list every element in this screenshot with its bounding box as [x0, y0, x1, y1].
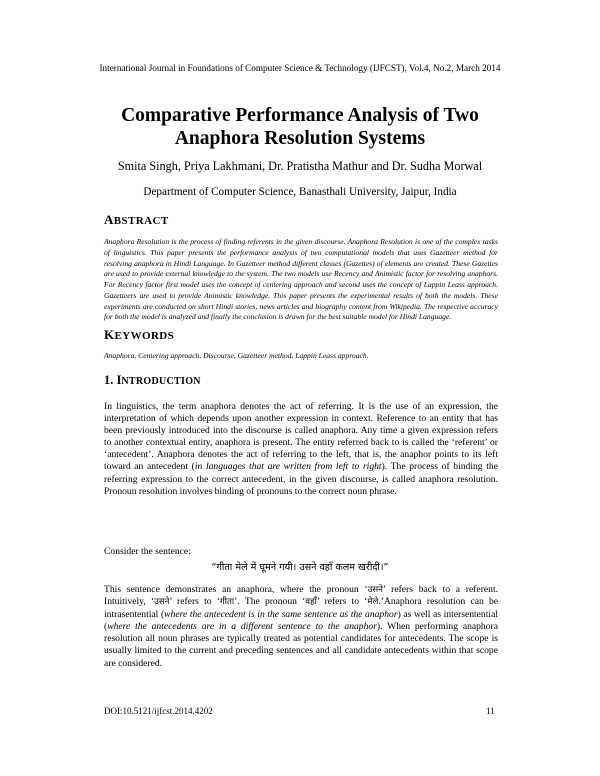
keywords-heading-initial: K [104, 327, 115, 342]
p3-text-f: .’Anaphora resolution can be intrasentential ( [104, 596, 498, 620]
intro-paragraph-2: Consider the sentence: [104, 546, 191, 557]
p3-text-c: ’ refers to ‘ [169, 596, 220, 608]
p3-text-g: ) as well as intersentential ( [104, 608, 498, 632]
title-line-2: Anaphora Resolution Systems [174, 128, 426, 149]
hindi-word: उसने [367, 585, 383, 595]
journal-header: International Journal in Foundations of Computer Science & Technology (IJFCST), Vol.4, No.2, March 2014 [99, 63, 501, 73]
author-list: Smita Singh, Priya Lakhmani, Dr. Pratistha Mathur and Dr. Sudha Morwal [117, 159, 483, 173]
keywords-heading [104, 327, 174, 343]
p1-italic: in languages that are written from left to right [194, 461, 382, 473]
hindi-word: वहाँ [305, 597, 317, 608]
abstract-text: Anaphora Resolution is the process of finding referents in the given discourse. Anaphora Resolution is one of the complex tasks of linguistics. This paper presents the performance analysis of two computational models that uses Gazetteer method for resolving anaphora in Hindi Language. In Gazetteer method different classes (Gazettes) of elements are created. These Gazettes are used to provide external knowledge to the system. The two models use Recency and Animistic factor for resolving anaphors. For Recency factor first model uses the concept of centering approach and second uses the concept of Lappin Leass approach. Gazetteers are used to provide Animistic knowledge. This paper presents the experimental results of both the models. These experiments are conducted on short Hindi stories, news articles and biography content from Wikipedia. The respective accuracy for both the model is analyzed and finally the conclusion is drawn for the best suitable model for Hindi Language. [104, 237, 498, 322]
abstract-heading [104, 212, 169, 228]
affiliation: Department of Computer Science, Banasthali University, Jaipur, India [143, 186, 457, 198]
p3-text-b: ’ refers back to a referent. Intuitively, ‘ [104, 584, 499, 608]
intro-heading-rest: NTRODUCTION [121, 376, 201, 387]
introduction-heading [104, 373, 201, 388]
page-number: 11 [486, 706, 495, 716]
intro-heading-initial: I [116, 373, 122, 387]
p3-italic-1: where the antecedent is in the same sentence as the anaphor [164, 608, 398, 620]
section-number: 1. [104, 373, 114, 387]
p3-italic-2: where the antecedents are in a different sentence to the anaphor [107, 620, 377, 632]
keywords-text: Anaphora, Centering approach, Discourse, Gazetteer method, Lappin Leass approach. [104, 351, 369, 360]
p1-text-b: ). The process of binding the referring expression to the correct antecedent, in the given discourse, is called anaphora resolution. Pronoun resolution involves binding of pronouns to the correct noun phrase. [104, 461, 498, 497]
intro-paragraph-3 [104, 584, 498, 670]
hindi-word: मेले [367, 597, 379, 608]
keywords-heading-rest: EYWORDS [114, 330, 175, 342]
p3-text-a: This sentence demonstrates an anaphora, where the pronoun ‘ [104, 584, 368, 595]
hindi-word: गीता [219, 597, 235, 608]
p1-text-a: In linguistics, the term anaphora denotes the act of referring. It is the use of an expression, the interpretation of which depends upon another expression in context. Reference to an entity that has been previously introduced into the discourse is called anaphora. Any time a given expression refers to another contextual entity, anaphora is present. The entity referred back to is called the ‘referent’ or ‘antecedent’. Anaphora denotes the act of referring to the left, that is, the anaphor points to its left toward an antecedent ( [104, 401, 498, 473]
paper-title [0, 104, 600, 150]
hindi-word: उसने [154, 597, 170, 608]
p3-text-e: ’ refers to ‘ [316, 596, 368, 608]
abstract-heading-initial: A [104, 212, 114, 227]
title-line-1: Comparative Performance Analysis of Two [121, 105, 479, 126]
intro-paragraph-1 [104, 401, 498, 498]
hindi-example-sentence: “गीता मेले में घूमने गयी। उसने वहाँ कलम खरीदी।” [211, 562, 389, 573]
abstract-heading-rest: BSTRACT [113, 215, 169, 227]
footer-doi: DOI:10.5121/ijfcst.2014.4202 [104, 706, 213, 716]
p3-text-d: ’. The pronoun ‘ [234, 596, 306, 608]
p3-text-h: ). When performing anaphora resolution all noun phrases are typically treated as potential candidates for antecedents. The scope is usually limited to the current and preceding sentences and all candidate antecedents within that scope are considered. [104, 620, 498, 669]
